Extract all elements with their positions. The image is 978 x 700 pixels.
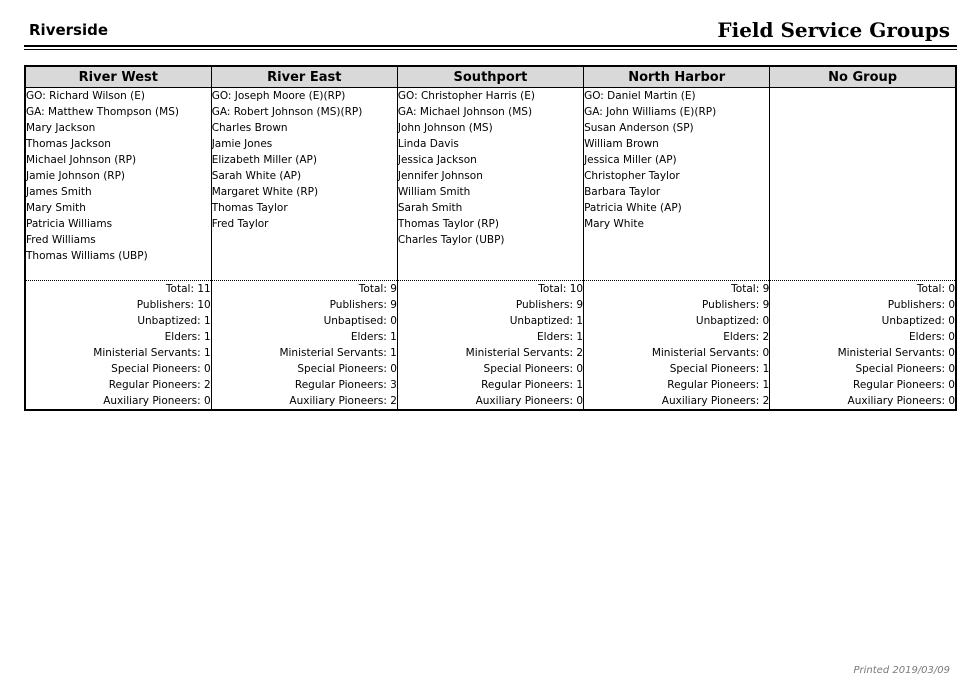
member-name: GA: Robert Johnson (MS)(RP) (211, 106, 363, 118)
header-rule-thin (24, 49, 957, 50)
stat-line: Unbaptized: 1 (137, 315, 211, 327)
member-name: Elizabeth Miller (AP) (211, 154, 317, 166)
stat-line: Elders: 1 (164, 331, 211, 343)
member-name: Thomas Williams (UBP) (26, 250, 148, 262)
member-name: Jessica Miller (AP) (584, 154, 677, 166)
stat-line: Publishers: 10 (136, 299, 211, 311)
stat-line: Auxiliary Pioneers: 2 (661, 395, 770, 407)
member-name: Christopher Taylor (584, 170, 680, 182)
stat-line: Total: 9 (358, 283, 397, 295)
member-name: William Smith (397, 186, 471, 198)
stat-line: Ministerial Servants: 0 (837, 347, 955, 359)
member-name: GO: Joseph Moore (E)(RP) (211, 90, 346, 102)
member-name: Mary Smith (26, 202, 86, 214)
group-stats-cell (25, 281, 211, 411)
stat-line: Regular Pioneers: 1 (667, 379, 770, 391)
stat-line: Auxiliary Pioneers: 0 (103, 395, 211, 407)
member-name: Charles Taylor (UBP) (397, 234, 505, 246)
member-name: Barbara Taylor (584, 186, 661, 198)
stat-line: Special Pioneers: 0 (297, 363, 397, 375)
group-stats-cell (770, 281, 956, 411)
group-members-cell (770, 88, 956, 281)
group-members-cell (397, 88, 583, 281)
member-name: John Johnson (MS) (397, 122, 493, 134)
group-header: Southport (397, 66, 583, 88)
stat-line: Unbaptised: 0 (323, 315, 397, 327)
member-name: GO: Daniel Martin (E) (584, 90, 696, 102)
member-name: Thomas Taylor (211, 202, 288, 214)
stat-line: Unbaptized: 0 (695, 315, 770, 327)
member-name: Susan Anderson (SP) (584, 122, 694, 134)
stat-line: Publishers: 0 (887, 299, 955, 311)
stat-line: Auxiliary Pioneers: 2 (289, 395, 397, 407)
group-header: No Group (770, 66, 956, 88)
stat-line: Regular Pioneers: 1 (481, 379, 584, 391)
member-name: Jessica Jackson (397, 154, 477, 166)
stat-line: Ministerial Servants: 1 (93, 347, 211, 359)
member-name: Patricia White (AP) (584, 202, 682, 214)
member-name: Jennifer Johnson (397, 170, 483, 182)
group-header: River East (211, 66, 397, 88)
members-row (25, 88, 956, 281)
member-name: Michael Johnson (RP) (26, 154, 137, 166)
stat-line: Total: 11 (165, 283, 211, 295)
member-name: James Smith (26, 186, 92, 198)
congregation-name: Riverside (29, 21, 109, 39)
stat-line: Special Pioneers: 0 (111, 363, 211, 375)
member-name: Thomas Jackson (26, 138, 111, 150)
member-name: GA: John Williams (E)(RP) (584, 106, 717, 118)
member-name: Sarah Smith (397, 202, 463, 214)
page-title: Field Service Groups (717, 18, 950, 42)
member-name: GA: Matthew Thompson (MS) (26, 106, 179, 118)
stat-line: Ministerial Servants: 2 (465, 347, 584, 359)
stat-line: Elders: 1 (537, 331, 584, 343)
stat-line: Regular Pioneers: 2 (108, 379, 211, 391)
stat-line: Regular Pioneers: 0 (853, 379, 955, 391)
stat-line: Auxiliary Pioneers: 0 (475, 395, 584, 407)
groups-table (24, 65, 957, 411)
stat-line: Elders: 2 (723, 331, 770, 343)
group-header: North Harbor (584, 66, 770, 88)
member-name: Charles Brown (211, 122, 288, 134)
stat-line: Publishers: 9 (329, 299, 397, 311)
stat-line: Special Pioneers: 0 (483, 363, 584, 375)
group-stats-cell (397, 281, 583, 411)
group-stats-cell (584, 281, 770, 411)
group-members-cell (25, 88, 211, 281)
stat-line: Special Pioneers: 1 (669, 363, 770, 375)
stat-line: Total: 9 (731, 283, 770, 295)
stat-line: Publishers: 9 (515, 299, 584, 311)
stat-line: Elders: 1 (350, 331, 397, 343)
member-name: Mary White (584, 218, 644, 230)
member-name: GO: Richard Wilson (E) (26, 90, 146, 102)
group-header-row (25, 66, 956, 88)
member-name: Linda Davis (397, 138, 459, 150)
group-members-cell (211, 88, 397, 281)
stat-line: Elders: 0 (908, 331, 955, 343)
stat-line: Special Pioneers: 0 (855, 363, 955, 375)
member-name: Patricia Williams (26, 218, 113, 230)
member-name: Jamie Johnson (RP) (26, 170, 126, 182)
printed-date: Printed 2019/03/09 (853, 665, 950, 676)
stat-line: Publishers: 9 (702, 299, 770, 311)
group-header: River West (25, 66, 211, 88)
stat-line: Auxiliary Pioneers: 0 (847, 395, 955, 407)
member-name: Margaret White (RP) (211, 186, 319, 198)
stat-line: Unbaptized: 0 (881, 315, 955, 327)
member-name: Thomas Taylor (RP) (397, 218, 499, 230)
stat-line: Regular Pioneers: 3 (294, 379, 397, 391)
member-name: GA: Michael Johnson (MS) (397, 106, 533, 118)
stat-line: Total: 0 (916, 283, 955, 295)
member-name: William Brown (584, 138, 659, 150)
stat-line: Total: 10 (538, 283, 584, 295)
group-members-cell (584, 88, 770, 281)
stats-row (25, 281, 956, 411)
stat-line: Ministerial Servants: 0 (651, 347, 770, 359)
group-stats-cell (211, 281, 397, 411)
member-name: GO: Christopher Harris (E) (397, 90, 535, 102)
member-name: Sarah White (AP) (211, 170, 302, 182)
member-name: Mary Jackson (26, 122, 96, 134)
member-name: Fred Williams (26, 234, 96, 246)
stat-line: Unbaptized: 1 (509, 315, 584, 327)
member-name: Jamie Jones (211, 138, 273, 150)
header-rule (24, 45, 957, 47)
member-name: Fred Taylor (211, 218, 269, 230)
stat-line: Ministerial Servants: 1 (279, 347, 397, 359)
